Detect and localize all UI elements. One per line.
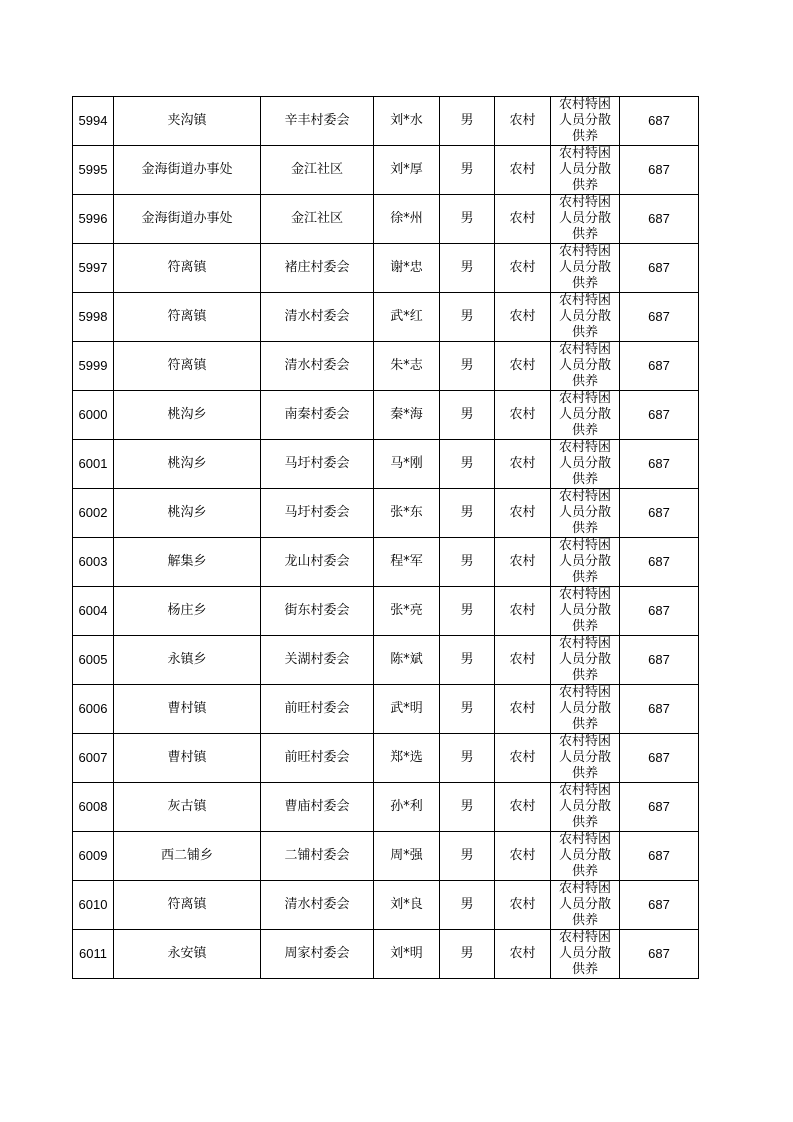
- town-cell: 符离镇: [114, 881, 261, 930]
- table-row: [73, 293, 699, 342]
- support-type-cell: [551, 685, 620, 734]
- support-type-clip: [551, 97, 619, 145]
- support-type-cell: [551, 930, 620, 979]
- row-id-cell: 6003: [73, 538, 114, 587]
- support-type-text: 农村特困人员分散供养: [558, 538, 611, 585]
- row-id-cell: 6011: [73, 930, 114, 979]
- support-type-cell: [551, 538, 620, 587]
- amount-cell: 687: [620, 734, 699, 783]
- support-type-clip: [551, 391, 619, 439]
- table-row: [73, 195, 699, 244]
- support-type-cell: [551, 244, 620, 293]
- support-type-cell: [551, 489, 620, 538]
- person-name-cell: 张*亮: [374, 587, 440, 636]
- row-id-cell: 6001: [73, 440, 114, 489]
- support-type-text: 农村特困人员分散供养: [558, 930, 611, 977]
- gender-cell: 男: [440, 538, 495, 587]
- amount-cell: 687: [620, 342, 699, 391]
- village-cell: 金江社区: [261, 146, 374, 195]
- table-row: [73, 342, 699, 391]
- support-type-cell: [551, 881, 620, 930]
- area-type-cell: 农村: [495, 391, 551, 440]
- area-type-cell: 农村: [495, 832, 551, 881]
- town-cell: 金海街道办事处: [114, 146, 261, 195]
- support-type-clip: [551, 685, 619, 733]
- area-type-cell: 农村: [495, 146, 551, 195]
- support-type-text: 农村特困人员分散供养: [558, 391, 611, 438]
- table-row: [73, 930, 699, 979]
- amount-cell: 687: [620, 97, 699, 146]
- gender-cell: 男: [440, 881, 495, 930]
- support-type-text: 农村特困人员分散供养: [558, 685, 611, 732]
- gender-cell: 男: [440, 293, 495, 342]
- area-type-cell: 农村: [495, 293, 551, 342]
- town-cell: 杨庄乡: [114, 587, 261, 636]
- gender-cell: 男: [440, 832, 495, 881]
- support-type-clip: [551, 489, 619, 537]
- area-type-cell: 农村: [495, 244, 551, 293]
- gender-cell: 男: [440, 342, 495, 391]
- village-cell: 街东村委会: [261, 587, 374, 636]
- town-cell: 金海街道办事处: [114, 195, 261, 244]
- support-type-cell: [551, 391, 620, 440]
- village-cell: 曹庙村委会: [261, 783, 374, 832]
- person-name-cell: 秦*海: [374, 391, 440, 440]
- area-type-cell: 农村: [495, 881, 551, 930]
- area-type-cell: 农村: [495, 636, 551, 685]
- support-type-clip: [551, 195, 619, 243]
- village-cell: 清水村委会: [261, 293, 374, 342]
- table-row: [73, 881, 699, 930]
- gender-cell: 男: [440, 244, 495, 293]
- area-type-cell: 农村: [495, 440, 551, 489]
- support-type-cell: [551, 587, 620, 636]
- town-cell: 符离镇: [114, 293, 261, 342]
- support-type-cell: [551, 734, 620, 783]
- support-type-text: 农村特困人员分散供养: [558, 734, 611, 781]
- village-cell: 金江社区: [261, 195, 374, 244]
- support-type-cell: [551, 195, 620, 244]
- support-type-cell: [551, 440, 620, 489]
- person-name-cell: 程*军: [374, 538, 440, 587]
- area-type-cell: 农村: [495, 489, 551, 538]
- village-cell: 前旺村委会: [261, 685, 374, 734]
- row-id-cell: 6000: [73, 391, 114, 440]
- row-id-cell: 6006: [73, 685, 114, 734]
- gender-cell: 男: [440, 587, 495, 636]
- village-cell: 周家村委会: [261, 930, 374, 979]
- village-cell: 南秦村委会: [261, 391, 374, 440]
- gender-cell: 男: [440, 783, 495, 832]
- village-cell: 二铺村委会: [261, 832, 374, 881]
- person-name-cell: 谢*忠: [374, 244, 440, 293]
- village-cell: 龙山村委会: [261, 538, 374, 587]
- town-cell: 灰古镇: [114, 783, 261, 832]
- amount-cell: 687: [620, 930, 699, 979]
- person-name-cell: 刘*明: [374, 930, 440, 979]
- support-type-text: 农村特困人员分散供养: [558, 342, 611, 389]
- table-row: [73, 538, 699, 587]
- support-type-text: 农村特困人员分散供养: [558, 97, 611, 144]
- support-type-clip: [551, 930, 619, 978]
- row-id-cell: 6004: [73, 587, 114, 636]
- person-name-cell: 刘*良: [374, 881, 440, 930]
- amount-cell: 687: [620, 538, 699, 587]
- gender-cell: 男: [440, 489, 495, 538]
- support-type-text: 农村特困人员分散供养: [558, 244, 611, 291]
- area-type-cell: 农村: [495, 783, 551, 832]
- amount-cell: 687: [620, 391, 699, 440]
- village-cell: 辛丰村委会: [261, 97, 374, 146]
- person-name-cell: 张*东: [374, 489, 440, 538]
- support-type-clip: [551, 440, 619, 488]
- amount-cell: 687: [620, 587, 699, 636]
- area-type-cell: 农村: [495, 587, 551, 636]
- person-name-cell: 马*刚: [374, 440, 440, 489]
- village-cell: 清水村委会: [261, 881, 374, 930]
- table-row: [73, 146, 699, 195]
- area-type-cell: 农村: [495, 930, 551, 979]
- area-type-cell: 农村: [495, 734, 551, 783]
- support-type-text: 农村特困人员分散供养: [558, 293, 611, 340]
- village-cell: 马圩村委会: [261, 440, 374, 489]
- town-cell: 夹沟镇: [114, 97, 261, 146]
- person-name-cell: 朱*志: [374, 342, 440, 391]
- person-name-cell: 刘*厚: [374, 146, 440, 195]
- amount-cell: 687: [620, 636, 699, 685]
- support-type-clip: [551, 244, 619, 292]
- amount-cell: 687: [620, 244, 699, 293]
- support-type-cell: [551, 97, 620, 146]
- amount-cell: 687: [620, 881, 699, 930]
- row-id-cell: 5999: [73, 342, 114, 391]
- amount-cell: 687: [620, 195, 699, 244]
- support-type-clip: [551, 636, 619, 684]
- area-type-cell: 农村: [495, 538, 551, 587]
- area-type-cell: 农村: [495, 685, 551, 734]
- gender-cell: 男: [440, 195, 495, 244]
- town-cell: 永安镇: [114, 930, 261, 979]
- support-type-text: 农村特困人员分散供养: [558, 636, 611, 683]
- row-id-cell: 5994: [73, 97, 114, 146]
- row-id-cell: 5998: [73, 293, 114, 342]
- row-id-cell: 6009: [73, 832, 114, 881]
- amount-cell: 687: [620, 685, 699, 734]
- village-cell: 清水村委会: [261, 342, 374, 391]
- table-row: [73, 391, 699, 440]
- person-name-cell: 武*红: [374, 293, 440, 342]
- row-id-cell: 6010: [73, 881, 114, 930]
- gender-cell: 男: [440, 734, 495, 783]
- support-type-clip: [551, 881, 619, 929]
- gender-cell: 男: [440, 685, 495, 734]
- row-id-cell: 6005: [73, 636, 114, 685]
- town-cell: 西二铺乡: [114, 832, 261, 881]
- support-type-clip: [551, 587, 619, 635]
- table-row: [73, 440, 699, 489]
- area-type-cell: 农村: [495, 97, 551, 146]
- support-type-clip: [551, 146, 619, 194]
- person-name-cell: 徐*州: [374, 195, 440, 244]
- support-type-clip: [551, 832, 619, 880]
- row-id-cell: 6002: [73, 489, 114, 538]
- support-type-text: 农村特困人员分散供养: [558, 195, 611, 242]
- row-id-cell: 6008: [73, 783, 114, 832]
- support-type-clip: [551, 293, 619, 341]
- amount-cell: 687: [620, 440, 699, 489]
- person-name-cell: 刘*水: [374, 97, 440, 146]
- support-type-cell: [551, 342, 620, 391]
- gender-cell: 男: [440, 97, 495, 146]
- town-cell: 永镇乡: [114, 636, 261, 685]
- support-type-cell: [551, 293, 620, 342]
- amount-cell: 687: [620, 146, 699, 195]
- person-name-cell: 武*明: [374, 685, 440, 734]
- area-type-cell: 农村: [495, 195, 551, 244]
- support-type-clip: [551, 734, 619, 782]
- village-cell: 马圩村委会: [261, 489, 374, 538]
- support-type-clip: [551, 538, 619, 586]
- person-name-cell: 郑*选: [374, 734, 440, 783]
- table-row: [73, 489, 699, 538]
- table-row: [73, 685, 699, 734]
- gender-cell: 男: [440, 440, 495, 489]
- table-row: [73, 244, 699, 293]
- table-row: [73, 832, 699, 881]
- support-type-text: 农村特困人员分散供养: [558, 783, 611, 830]
- support-type-cell: [551, 636, 620, 685]
- town-cell: 符离镇: [114, 342, 261, 391]
- person-name-cell: 陈*斌: [374, 636, 440, 685]
- town-cell: 桃沟乡: [114, 440, 261, 489]
- amount-cell: 687: [620, 832, 699, 881]
- row-id-cell: 6007: [73, 734, 114, 783]
- support-type-cell: [551, 832, 620, 881]
- table-row: [73, 783, 699, 832]
- town-cell: 桃沟乡: [114, 489, 261, 538]
- support-type-text: 农村特困人员分散供养: [558, 146, 611, 193]
- support-type-text: 农村特困人员分散供养: [558, 440, 611, 487]
- support-type-text: 农村特困人员分散供养: [558, 587, 611, 634]
- support-type-text: 农村特困人员分散供养: [558, 832, 611, 879]
- table-body: [73, 97, 699, 979]
- town-cell: 曹村镇: [114, 685, 261, 734]
- gender-cell: 男: [440, 391, 495, 440]
- support-type-text: 农村特困人员分散供养: [558, 489, 611, 536]
- amount-cell: 687: [620, 783, 699, 832]
- town-cell: 符离镇: [114, 244, 261, 293]
- table-row: [73, 636, 699, 685]
- support-type-clip: [551, 342, 619, 390]
- town-cell: 解集乡: [114, 538, 261, 587]
- support-type-clip: [551, 783, 619, 831]
- support-type-text: 农村特困人员分散供养: [558, 881, 611, 928]
- support-type-cell: [551, 146, 620, 195]
- town-cell: 桃沟乡: [114, 391, 261, 440]
- support-type-cell: [551, 783, 620, 832]
- gender-cell: 男: [440, 636, 495, 685]
- gender-cell: 男: [440, 146, 495, 195]
- village-cell: 褚庄村委会: [261, 244, 374, 293]
- row-id-cell: 5996: [73, 195, 114, 244]
- amount-cell: 687: [620, 489, 699, 538]
- person-name-cell: 周*强: [374, 832, 440, 881]
- gender-cell: 男: [440, 930, 495, 979]
- row-id-cell: 5997: [73, 244, 114, 293]
- row-id-cell: 5995: [73, 146, 114, 195]
- amount-cell: 687: [620, 293, 699, 342]
- person-name-cell: 孙*利: [374, 783, 440, 832]
- table-row: [73, 587, 699, 636]
- village-cell: 关湖村委会: [261, 636, 374, 685]
- assistance-table: [72, 96, 699, 979]
- town-cell: 曹村镇: [114, 734, 261, 783]
- table-row: [73, 734, 699, 783]
- village-cell: 前旺村委会: [261, 734, 374, 783]
- area-type-cell: 农村: [495, 342, 551, 391]
- table-row: [73, 97, 699, 146]
